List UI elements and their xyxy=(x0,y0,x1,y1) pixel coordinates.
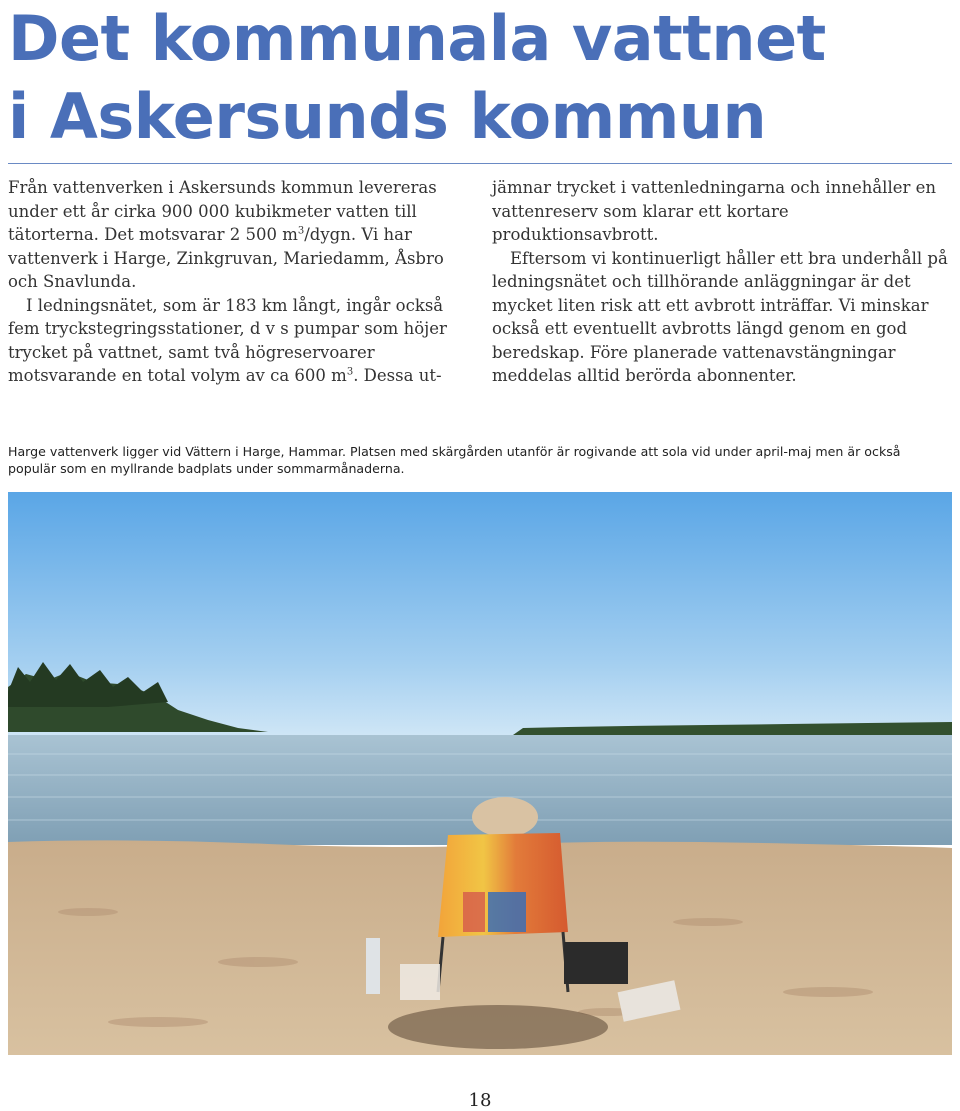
paragraph-2: I ledningsnätet, som är 183 km långt, ingår också fem tryckstegringsstationer, d v s pumpar som höjer trycket på vattnet, samt två högreservoarer motsvarande en total volym av ca 600 $m^3$. Dessa ut- xyxy=(8,295,447,385)
paragraph-1: Från vattenverken i Askersunds kommun levereras under ett år cirka 900 000 kubikmeter vatten till tätorterna. Det motsvarar 2 500 $m^3$/dygn. Vi har vattenverk i Harge, Zinkgruvan, Mariedamm, Åsbro och Snavlunda. xyxy=(8,178,444,291)
beach-photo xyxy=(8,492,952,1055)
bag xyxy=(564,942,628,984)
paragraph-4: Eftersom vi kontinuerligt håller ett bra underhåll på ledningsnätet och tillhörande anläggningar är det mycket liten risk att ett avbrott inträffar. Vi minskar också ett eventuellt avbrotts längd genom en god beredskap. Före planerade vattenavstängningar meddelas alltid berörda abonnenter. xyxy=(492,248,948,385)
paragraph-3: jämnar trycket i vattenledningarna och innehåller en vattenreserv som klarar ett kortare produktionsavbrott. xyxy=(492,178,937,244)
title-divider xyxy=(8,163,952,164)
text-column-left xyxy=(8,176,456,388)
page-title xyxy=(8,0,826,156)
text-column-right xyxy=(492,176,952,388)
person-head xyxy=(472,797,538,837)
title-line-2: i Askersunds kommun xyxy=(8,80,767,153)
page-number: 18 xyxy=(468,1090,492,1111)
photo-caption: Harge vattenverk ligger vid Vättern i Harge, Hammar. Platsen med skärgården utanför är rogivande att sola vid under april-maj men är också populär som en myllrande badplats under sommarmånaderna. xyxy=(8,444,901,476)
bottle xyxy=(366,938,380,994)
chair-shadow xyxy=(388,1005,608,1049)
title-line-1: Det kommunala vattnet xyxy=(8,2,826,75)
